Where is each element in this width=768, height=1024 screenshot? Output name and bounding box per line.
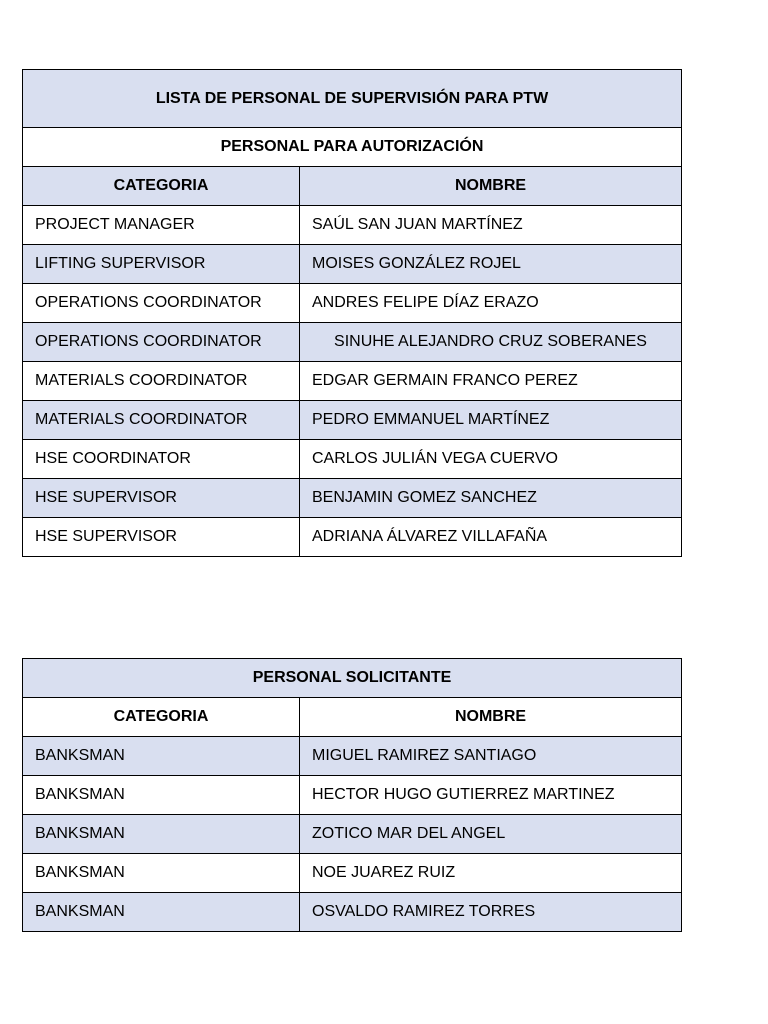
table-row: [23, 737, 682, 776]
cell-nombre: ADRIANA ÁLVAREZ VILLAFAÑA: [300, 518, 682, 557]
header-row: [23, 167, 682, 206]
authorization-personnel-table: [22, 69, 682, 557]
table-row: [23, 893, 682, 932]
cell-categoria: MATERIALS COORDINATOR: [23, 362, 300, 401]
table-row: [23, 815, 682, 854]
column-header-nombre: NOMBRE: [300, 167, 682, 206]
cell-nombre: MIGUEL RAMIREZ SANTIAGO: [300, 737, 682, 776]
cell-categoria: HSE SUPERVISOR: [23, 479, 300, 518]
cell-nombre: PEDRO EMMANUEL MARTÍNEZ: [300, 401, 682, 440]
cell-categoria: BANKSMAN: [23, 854, 300, 893]
cell-nombre: NOE JUAREZ RUIZ: [300, 854, 682, 893]
cell-categoria: BANKSMAN: [23, 776, 300, 815]
table-row: [23, 854, 682, 893]
table-title: LISTA DE PERSONAL DE SUPERVISIÓN PARA PTW: [23, 70, 682, 128]
table-row: [23, 479, 682, 518]
cell-nombre: EDGAR GERMAIN FRANCO PEREZ: [300, 362, 682, 401]
table-row: [23, 440, 682, 479]
cell-categoria: BANKSMAN: [23, 737, 300, 776]
cell-categoria: HSE COORDINATOR: [23, 440, 300, 479]
cell-nombre: SAÚL SAN JUAN MARTÍNEZ: [300, 206, 682, 245]
cell-categoria: OPERATIONS COORDINATOR: [23, 323, 300, 362]
cell-nombre: HECTOR HUGO GUTIERREZ MARTINEZ: [300, 776, 682, 815]
cell-categoria: BANKSMAN: [23, 893, 300, 932]
table-row: [23, 776, 682, 815]
cell-categoria: LIFTING SUPERVISOR: [23, 245, 300, 284]
table-row: [23, 245, 682, 284]
column-header-categoria: CATEGORIA: [23, 698, 300, 737]
table-row: [23, 362, 682, 401]
table-row: [23, 323, 682, 362]
requesting-personnel-table: [22, 658, 682, 932]
cell-categoria: MATERIALS COORDINATOR: [23, 401, 300, 440]
section-row: [23, 128, 682, 167]
cell-nombre: BENJAMIN GOMEZ SANCHEZ: [300, 479, 682, 518]
cell-nombre: OSVALDO RAMIREZ TORRES: [300, 893, 682, 932]
header-row: [23, 698, 682, 737]
cell-categoria: HSE SUPERVISOR: [23, 518, 300, 557]
cell-nombre: SINUHE ALEJANDRO CRUZ SOBERANES: [300, 323, 682, 362]
section-title: PERSONAL SOLICITANTE: [23, 659, 682, 698]
cell-nombre: ANDRES FELIPE DÍAZ ERAZO: [300, 284, 682, 323]
section-row: [23, 659, 682, 698]
table-row: [23, 401, 682, 440]
cell-categoria: OPERATIONS COORDINATOR: [23, 284, 300, 323]
cell-nombre: CARLOS JULIÁN VEGA CUERVO: [300, 440, 682, 479]
cell-nombre: ZOTICO MAR DEL ANGEL: [300, 815, 682, 854]
cell-categoria: PROJECT MANAGER: [23, 206, 300, 245]
table-row: [23, 206, 682, 245]
table-row: [23, 518, 682, 557]
table-row: [23, 284, 682, 323]
section-title: PERSONAL PARA AUTORIZACIÓN: [23, 128, 682, 167]
table-title-row: [23, 70, 682, 128]
column-header-nombre: NOMBRE: [300, 698, 682, 737]
cell-nombre: MOISES GONZÁLEZ ROJEL: [300, 245, 682, 284]
column-header-categoria: CATEGORIA: [23, 167, 300, 206]
cell-categoria: BANKSMAN: [23, 815, 300, 854]
